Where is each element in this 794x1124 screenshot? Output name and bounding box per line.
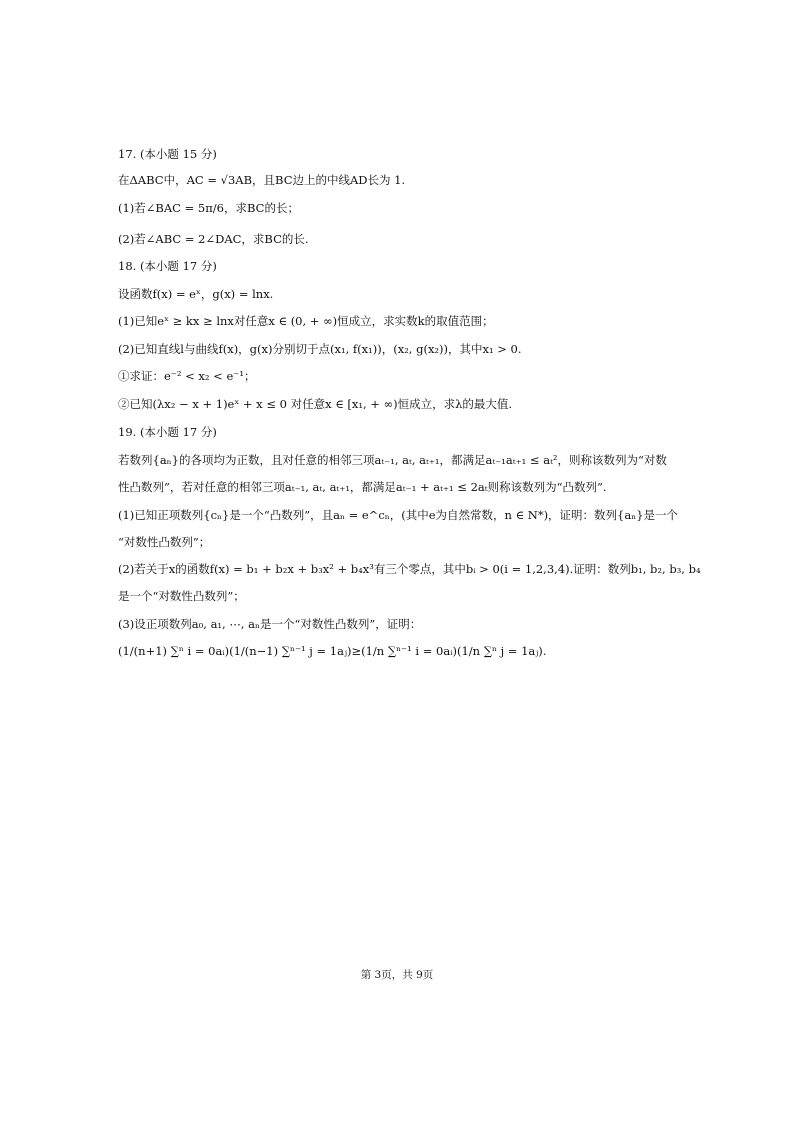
- q18-part1: (1)已知eˣ ≥ kx ≥ lnx对任意x ∈ (0, + ∞)恒成立，求实数k的取值范围；: [118, 314, 494, 328]
- page-footer: 第 3页，共 9页: [360, 969, 434, 981]
- q17-part2: (2)若∠ABC = 2∠DAC，求BC的长.: [118, 232, 309, 246]
- q17-part1: (1)若∠BAC = 5π/6，求BC的长；: [118, 201, 299, 215]
- q18-heading: 18. (本小题 17 分): [118, 259, 217, 273]
- q19-stem-line1: 若数列{aₙ}的各项均为正数，且对任意的相邻三项aₜ₋₁, aₜ, aₜ₊₁，都满足aₜ₋₁aₜ₊₁ ≤ aₜ²，则称该数列为“对数: [118, 453, 667, 467]
- q17-stem: 在ΔABC中，AC = √3AB，且BC边上的中线AD长为 1.: [118, 173, 406, 187]
- q19-part2-line1: (2)若关于x的函数f(x) = b₁ + b₂x + b₃x² + b₄x³有三个零点，其中bᵢ > 0(i = 1,2,3,4).证明：数列b₁, b₂, b₃, b₄: [118, 562, 701, 576]
- q18-part2: (2)已知直线l与曲线f(x)，g(x)分别切于点(x₁, f(x₁))，(x₂, g(x₂))，其中x₁ > 0.: [118, 342, 522, 356]
- q19-part3-line2: (1/(n+1) ∑ⁿ i = 0aᵢ)(1/(n−1) ∑ⁿ⁻¹ j = 1aⱼ)≥(1/n ∑ⁿ⁻¹ i = 0aᵢ)(1/n ∑ⁿ j = 1aⱼ).: [118, 644, 547, 658]
- q19-part1-line1: (1)已知正项数列{cₙ}是一个“凸数列”，且aₙ = e^cₙ，(其中e为自然常数，n ∈ N*)，证明：数列{aₙ}是一个: [118, 508, 679, 522]
- q18-sub1: ①求证：e⁻² < x₂ < e⁻¹；: [118, 369, 256, 383]
- q18-sub2: ②已知(λx₂ − x + 1)eˣ + x ≤ 0 对任意x ∈ [x₁, + ∞)恒成立，求λ的最大值.: [118, 397, 513, 411]
- q17-heading: 17. (本小题 15 分): [118, 147, 217, 161]
- q19-part2-line2: 是一个“对数性凸数列”；: [118, 589, 245, 603]
- q19-part1-line2: “对数性凸数列”；: [118, 535, 211, 549]
- q19-stem-line2: 性凸数列”，若对任意的相邻三项aₜ₋₁, aₜ, aₜ₊₁，都满足aₜ₋₁ + aₜ₊₁ ≤ 2aₜ则称该数列为“凸数列”.: [118, 480, 607, 494]
- q19-heading: 19. (本小题 17 分): [118, 425, 217, 439]
- q19-part3-line1: (3)设正项数列a₀, a₁, ⋯, aₙ是一个“对数性凸数列”，证明：: [118, 617, 422, 631]
- q18-stem: 设函数f(x) = eˣ，g(x) = lnx.: [118, 287, 274, 301]
